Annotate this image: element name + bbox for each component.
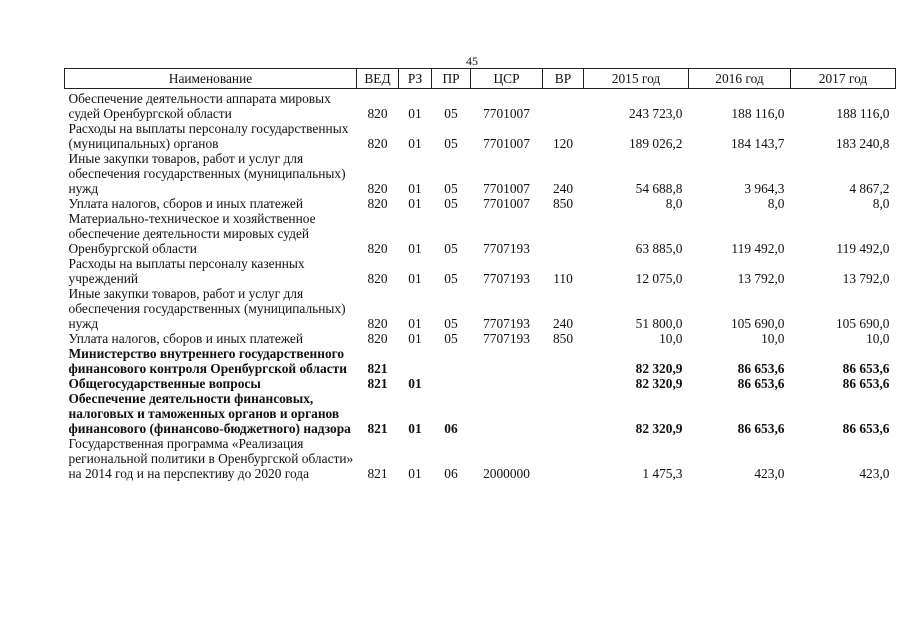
row-2015: 51 800,0 bbox=[635, 316, 683, 331]
row-2016: 10,0 bbox=[761, 331, 785, 346]
row-name: Уплата налогов, сборов и иных платежей bbox=[68, 331, 304, 346]
row-vr: 120 bbox=[552, 136, 574, 151]
row-ved: 821 bbox=[367, 361, 388, 376]
header-pr: ПР bbox=[432, 69, 471, 89]
row-csr: 7707193 bbox=[483, 241, 530, 256]
row-2017: 4 867,2 bbox=[849, 181, 890, 196]
row-ved: 821 bbox=[367, 376, 388, 391]
row-rz: 01 bbox=[408, 466, 422, 481]
row-name: Обеспечение деятельности финансовых, налоговых и таможенных органов и органов финансового (финансово-бюджетного) надзора bbox=[68, 391, 351, 436]
row-vr: 240 bbox=[552, 181, 574, 196]
row-2017: 86 653,6 bbox=[842, 376, 890, 391]
table-row bbox=[65, 151, 896, 196]
row-pr: 06 bbox=[444, 421, 458, 436]
header-2016: 2016 год bbox=[689, 69, 791, 89]
row-name: Расходы на выплаты персоналу государственных (муниципальных) органов bbox=[68, 121, 349, 151]
row-2016: 13 792,0 bbox=[737, 271, 785, 286]
row-vr bbox=[543, 89, 584, 122]
row-vr: 240 bbox=[552, 316, 574, 331]
row-rz bbox=[399, 346, 432, 376]
row-pr: 05 bbox=[444, 106, 458, 121]
row-vr bbox=[543, 346, 584, 376]
row-2016: 8,0 bbox=[767, 196, 785, 211]
row-csr: 7701007 bbox=[483, 136, 530, 151]
row-2017: 10,0 bbox=[866, 331, 890, 346]
row-name: Общегосударственные вопросы bbox=[68, 376, 261, 391]
row-2016: 119 492,0 bbox=[731, 241, 785, 256]
header-row bbox=[65, 69, 896, 89]
row-ved: 820 bbox=[367, 331, 388, 346]
row-vr bbox=[543, 376, 584, 391]
row-2015: 54 688,8 bbox=[635, 181, 683, 196]
row-name: Уплата налогов, сборов и иных платежей bbox=[68, 196, 304, 211]
row-2015: 1 475,3 bbox=[642, 466, 683, 481]
row-2017: 188 116,0 bbox=[836, 106, 890, 121]
row-2016: 188 116,0 bbox=[731, 106, 785, 121]
table-row bbox=[65, 256, 896, 286]
row-2015: 82 320,9 bbox=[635, 361, 683, 376]
row-rz: 01 bbox=[408, 241, 422, 256]
row-csr: 7707193 bbox=[483, 316, 530, 331]
row-rz: 01 bbox=[408, 181, 422, 196]
row-2015: 243 723,0 bbox=[628, 106, 683, 121]
table-body bbox=[65, 89, 896, 482]
row-2017: 183 240,8 bbox=[835, 136, 890, 151]
row-2016: 184 143,7 bbox=[730, 136, 785, 151]
row-rz: 01 bbox=[408, 331, 422, 346]
row-csr bbox=[471, 376, 543, 391]
row-ved: 820 bbox=[367, 106, 388, 121]
header-csr: ЦСР bbox=[471, 69, 543, 89]
row-2017: 86 653,6 bbox=[842, 421, 890, 436]
row-csr bbox=[471, 391, 543, 436]
row-csr: 7701007 bbox=[483, 181, 530, 196]
row-rz: 01 bbox=[408, 421, 422, 436]
table-row bbox=[65, 196, 896, 211]
row-pr: 05 bbox=[444, 271, 458, 286]
row-csr: 7701007 bbox=[483, 196, 530, 211]
header-rz: РЗ bbox=[399, 69, 432, 89]
row-2017: 8,0 bbox=[872, 196, 890, 211]
row-2015: 82 320,9 bbox=[635, 421, 683, 436]
row-ved: 821 bbox=[367, 421, 388, 436]
row-2017: 423,0 bbox=[859, 466, 890, 481]
row-csr: 7701007 bbox=[483, 106, 530, 121]
row-name: Иные закупки товаров, работ и услуг для обеспечения государственных (муниципальных) нужд bbox=[68, 286, 346, 331]
row-name: Обеспечение деятельности аппарата мировых судей Оренбургской области bbox=[68, 91, 331, 121]
row-pr: 05 bbox=[444, 181, 458, 196]
row-rz: 01 bbox=[408, 136, 422, 151]
row-pr bbox=[432, 346, 471, 376]
row-name: Государственная программа «Реализация региональной политики в Оренбургской области» на 2014 год и на перспективу до 2020 года bbox=[68, 436, 354, 481]
row-2016: 3 964,3 bbox=[744, 181, 785, 196]
row-pr: 05 bbox=[444, 331, 458, 346]
row-2016: 86 653,6 bbox=[737, 361, 785, 376]
row-2015: 12 075,0 bbox=[635, 271, 683, 286]
row-ved: 820 bbox=[367, 181, 388, 196]
row-pr bbox=[432, 376, 471, 391]
row-ved: 821 bbox=[367, 466, 388, 481]
row-ved: 820 bbox=[367, 196, 388, 211]
table-row bbox=[65, 346, 896, 376]
table-row bbox=[65, 286, 896, 331]
row-2017: 105 690,0 bbox=[835, 316, 890, 331]
table-row bbox=[65, 436, 896, 481]
row-2016: 86 653,6 bbox=[737, 376, 785, 391]
row-vr bbox=[543, 391, 584, 436]
row-csr: 7707193 bbox=[483, 331, 530, 346]
row-2015: 82 320,9 bbox=[635, 376, 683, 391]
header-name: Наименование bbox=[65, 69, 357, 89]
row-vr: 110 bbox=[553, 271, 573, 286]
table-row bbox=[65, 391, 896, 436]
row-vr bbox=[543, 211, 584, 256]
header-2017: 2017 год bbox=[791, 69, 896, 89]
row-pr: 05 bbox=[444, 241, 458, 256]
row-2016: 105 690,0 bbox=[730, 316, 785, 331]
row-2015: 63 885,0 bbox=[635, 241, 683, 256]
page-number: 45 bbox=[466, 54, 478, 68]
row-pr: 05 bbox=[444, 136, 458, 151]
row-name: Расходы на выплаты персоналу казенных учреждений bbox=[68, 256, 305, 286]
row-name: Министерство внутреннего государственного финансового контроля Оренбургской области bbox=[68, 346, 347, 376]
row-rz: 01 bbox=[408, 316, 422, 331]
header-2015: 2015 год bbox=[584, 69, 689, 89]
row-csr: 7707193 bbox=[483, 271, 530, 286]
row-rz: 01 bbox=[408, 196, 422, 211]
row-ved: 820 bbox=[367, 241, 388, 256]
row-2017: 86 653,6 bbox=[842, 361, 890, 376]
row-rz: 01 bbox=[408, 271, 422, 286]
table-row bbox=[65, 211, 896, 256]
row-ved: 820 bbox=[367, 316, 388, 331]
row-2016: 86 653,6 bbox=[737, 421, 785, 436]
row-rz: 01 bbox=[408, 106, 422, 121]
row-ved: 820 bbox=[367, 136, 388, 151]
row-name: Материально-техническое и хозяйственное обеспечение деятельности мировых судей Оренбургской области bbox=[68, 211, 316, 256]
row-vr bbox=[543, 436, 584, 481]
table-row bbox=[65, 331, 896, 346]
table-header bbox=[65, 69, 896, 89]
table-row bbox=[65, 121, 896, 151]
row-vr: 850 bbox=[552, 196, 574, 211]
row-csr: 2000000 bbox=[483, 466, 530, 481]
header-ved: ВЕД bbox=[357, 69, 399, 89]
row-2017: 119 492,0 bbox=[836, 241, 890, 256]
table-row bbox=[65, 376, 896, 391]
budget-table bbox=[64, 68, 896, 481]
row-2017: 13 792,0 bbox=[842, 271, 890, 286]
row-2015: 8,0 bbox=[665, 196, 683, 211]
row-pr: 06 bbox=[444, 466, 458, 481]
row-2015: 10,0 bbox=[659, 331, 683, 346]
row-2015: 189 026,2 bbox=[628, 136, 683, 151]
table-row bbox=[65, 89, 896, 122]
row-vr: 850 bbox=[552, 331, 574, 346]
header-vr: ВР bbox=[543, 69, 584, 89]
row-2016: 423,0 bbox=[754, 466, 785, 481]
row-name: Иные закупки товаров, работ и услуг для обеспечения государственных (муниципальных) нужд bbox=[68, 151, 346, 196]
row-csr bbox=[471, 346, 543, 376]
row-rz: 01 bbox=[408, 376, 422, 391]
row-pr: 05 bbox=[444, 196, 458, 211]
row-pr: 05 bbox=[444, 316, 458, 331]
row-ved: 820 bbox=[367, 271, 388, 286]
